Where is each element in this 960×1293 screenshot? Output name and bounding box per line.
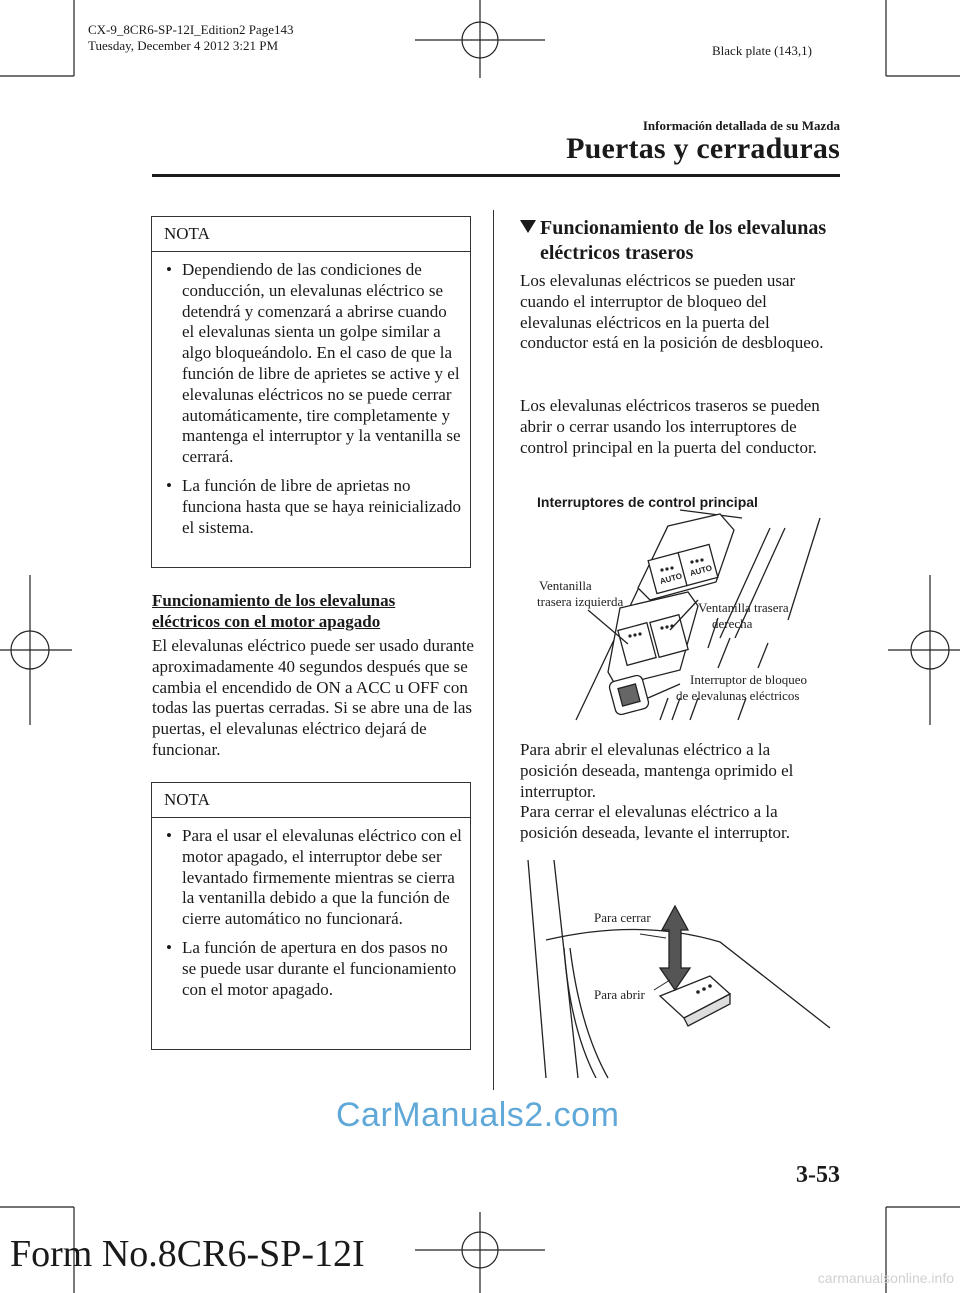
note-box-1 bbox=[151, 216, 471, 568]
section-title: Puertas y cerraduras bbox=[566, 132, 840, 165]
note-bullet: • Dependiendo de las condiciones de conducción, un elevalunas eléctrico se detendrá y comenzará a abrirse cuando el elevalunas sienta un golpe similar a algo bloqueándolo. En el caso de que la función de libre de aprietes se active y el elevalunas eléctricos no se puede cerrar automáticamente, tire completamente y mantenga el interruptor y la ventanilla se cerrará. bbox=[166, 260, 461, 467]
label-rear-left: Ventanilla trasera izquierda bbox=[537, 578, 624, 609]
form-number: Form No.8CR6-SP-12I bbox=[10, 1233, 365, 1275]
rear-para-1: Los elevalunas eléctricos se pueden usar cuando el interruptor de bloqueo del elevalunas eléctricos en la puerta del conductor está en la posición de desbloqueo. bbox=[520, 271, 824, 353]
engine-off-body: El elevalunas eléctrico puede ser usado durante aproximadamente 40 segundos después que se cambia el encendido de ON a ACC u OFF con todas las puertas cerradas. Si se abre una de las puertas, el elevalunas eléctrico dejará de funcionar. bbox=[152, 636, 474, 759]
print-header bbox=[88, 22, 293, 54]
figure1-caption: Interruptores de control principal bbox=[537, 494, 758, 510]
note-bullet: • La función de apertura en dos pasos no se puede usar durante el funcionamiento con el motor apagado. bbox=[166, 937, 457, 999]
label-para-abrir: Para abrir bbox=[594, 987, 645, 1002]
page-number: 3-53 bbox=[796, 1162, 840, 1188]
header-rule bbox=[152, 174, 840, 177]
auto-label: AUTO bbox=[658, 571, 684, 586]
figure2-switch-illustration bbox=[520, 858, 850, 1088]
auto-label: AUTO bbox=[688, 563, 714, 578]
bullet-icon: • bbox=[166, 826, 172, 845]
note-bullet: • La función de libre de aprietas no funciona hasta que se haya reinicializado el sistema. bbox=[166, 475, 461, 537]
bullet-icon: • bbox=[166, 475, 172, 495]
label-rear-right: Ventanilla trasera derecha bbox=[698, 600, 789, 631]
plate-label: Black plate (143,1) bbox=[712, 43, 812, 58]
column-divider bbox=[493, 210, 494, 1090]
label-lock-switch: Interruptor de bloqueo de elevalunas eléctricos bbox=[676, 672, 807, 703]
section-subtitle: Información detallada de su Mazda bbox=[642, 118, 840, 133]
bullet-icon: • bbox=[166, 260, 172, 279]
note-heading: NOTA bbox=[152, 217, 470, 252]
bullet-icon: • bbox=[166, 937, 172, 957]
rear-heading: Funcionamiento de los elevalunas eléctricos traseros bbox=[520, 216, 850, 266]
note-bullet: • Para el usar el elevalunas eléctrico con el motor apagado, el interruptor debe ser levantado firmemente mientras se cierra la ventanilla debido a que la función de cierre automático no funcionará. bbox=[166, 826, 462, 929]
label-para-cerrar: Para cerrar bbox=[594, 910, 651, 925]
print-header-line1: CX-9_8CR6-SP-12I_Edition2 Page143 bbox=[88, 22, 294, 37]
note-heading: NOTA bbox=[152, 783, 470, 818]
open-close-text: Para abrir el elevalunas eléctrico a la posición deseada, mantenga oprimido el interruptor. Para cerrar el elevalunas eléctrico a la posición deseada, levante el interruptor. bbox=[520, 740, 794, 843]
triangle-marker-icon bbox=[520, 220, 536, 233]
watermark-logo: CarManuals2.com bbox=[336, 1096, 620, 1134]
print-header-line2: Tuesday, December 4 2012 3:21 PM bbox=[88, 38, 279, 53]
note-box-2 bbox=[151, 782, 471, 1050]
footer-site: carmanualsonline.info bbox=[817, 1270, 954, 1286]
engine-off-heading: Funcionamiento de los elevalunas eléctricos con el motor apagado bbox=[152, 591, 396, 631]
rear-para-2: Los elevalunas eléctricos traseros se pueden abrir o cerrar usando los interruptores de control principal en la puerta del conductor. bbox=[520, 396, 820, 457]
